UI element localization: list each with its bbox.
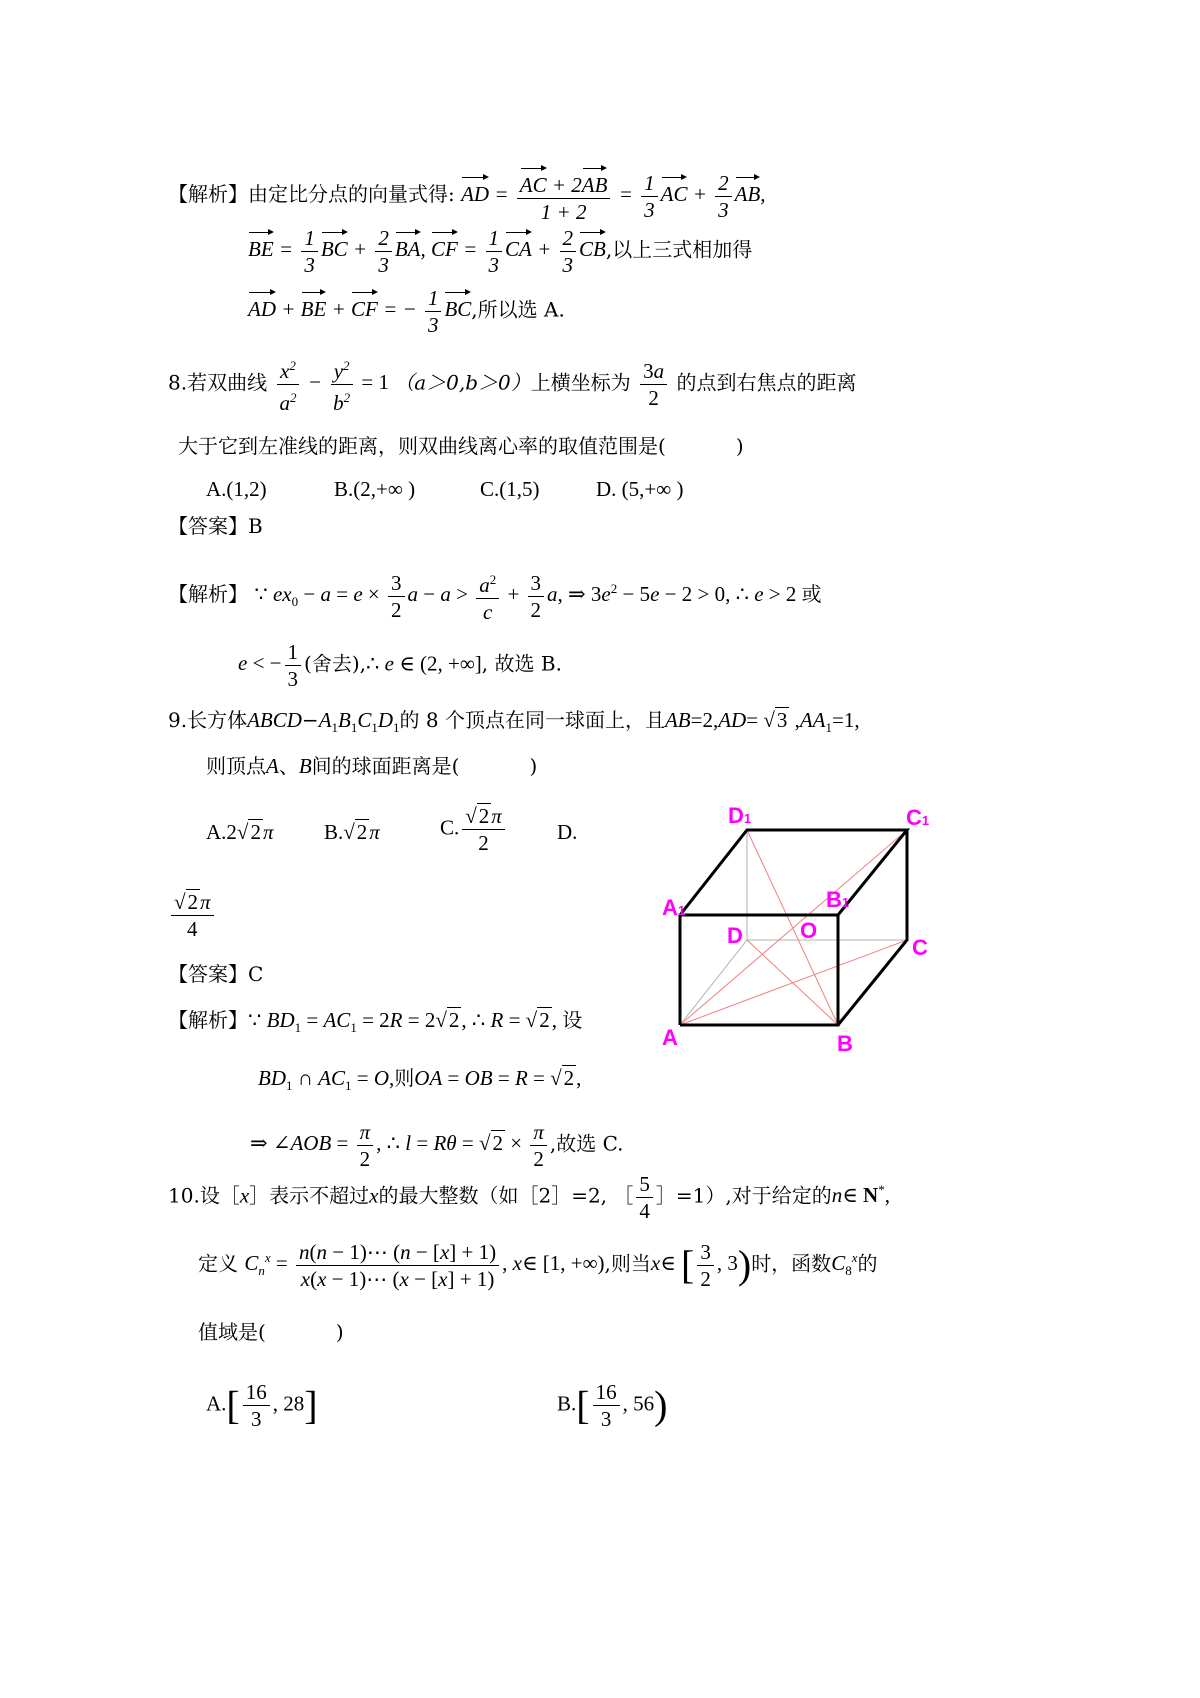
q10-line3 (198, 1320, 344, 1344)
question-text: （a＞0,b＞0） (394, 370, 531, 395)
solution-text: 则 (394, 1066, 415, 1090)
question-text: ］表示不超过 (249, 1183, 370, 1208)
formula: $\frac{x^2}{a^2}$ − $\frac{y^2}{b^2}$ = 1 (273, 370, 394, 394)
question-text: 设［ (199, 1183, 240, 1208)
question-number: 10. (168, 1183, 200, 1208)
cuboid-figure (650, 795, 950, 1065)
formula: AD + BE + CF = − $\frac{1}{3}$ BC (248, 286, 472, 337)
label-c: C (912, 935, 928, 960)
solution-text: 或 (801, 581, 822, 606)
answer-tag: 【答案】 (168, 962, 248, 986)
formula: $A_1B_1C_1D_1$ (318, 708, 400, 736)
question-text: 的最大整数（如［2］=2, ［ (378, 1183, 634, 1208)
q9-solution-line3 (250, 1120, 624, 1171)
question-text: 长方体 (187, 708, 248, 732)
solution-text: , 故选 B. (481, 651, 562, 676)
question-text: 则顶点 (206, 754, 266, 778)
visible-edges-top (680, 830, 907, 915)
solution-text: ,以上三式相加得 (605, 237, 753, 262)
label-d: D (727, 923, 743, 948)
q8-answer (168, 514, 263, 538)
formula: $\frac{3a}{2}$ (637, 370, 670, 394)
option-label: B. (324, 820, 344, 844)
question-text: ］=1）,对于给定的 (655, 1183, 832, 1208)
formula: n∈ N*, (831, 1182, 890, 1208)
formula: B (298, 754, 312, 778)
q9-option-c: C. $\frac{√2\pi}{2}$ (440, 804, 508, 855)
formula: AD = $\frac{AC + 2AB}{1 + 2}$ = $\frac{1}{3}$ AC + $\frac{2}{3}$ AB, (461, 182, 765, 206)
question-text: 时，函数 (751, 1251, 832, 1276)
solution7-line2 (248, 226, 752, 277)
formula: A (266, 754, 279, 778)
formula: $BD_1$ ∩ $AC_1 = O$, (258, 1066, 395, 1094)
formula: e < − $\frac{1}{3}$ (238, 651, 304, 675)
answer-value: C (248, 962, 264, 986)
solution-tag: 【解析】 (168, 1008, 248, 1032)
q9-option-a: A.2√2π (206, 820, 274, 844)
q8-option-a: A.(1,2) (206, 477, 267, 501)
question-text: 定义 (198, 1251, 238, 1276)
formula: $C_8^x$ (831, 1250, 858, 1279)
q9-line1: 9.长方体$ABCD-A_1B_1C_1D_1$的 8 个顶点在同一球面上，且AB=2,AD= √3 $,AA_1=1$, (168, 708, 860, 736)
solution-tag: 【解析】 (168, 581, 248, 606)
question-text: ,则当 (604, 1251, 651, 1276)
solution-tag: 【解析】 (168, 181, 248, 206)
solution7-line3 (248, 286, 565, 337)
q9-solution-line2 (258, 1066, 581, 1098)
answer-tag: 【答案】 (168, 514, 248, 538)
q10-option-a: A.[ $\frac{16}{3}$ , 28] (206, 1380, 318, 1431)
option-label: B. (557, 1391, 577, 1416)
q10-line1 (168, 1172, 890, 1223)
solution-lead: 由定比分点的向量式得: (248, 181, 455, 206)
q8-solution-line2 (238, 640, 562, 691)
formula: OA = OB = R = √2, (414, 1066, 582, 1090)
option-label: A. (206, 820, 227, 844)
diagonal-bd (747, 940, 838, 1025)
label-c1: C1 (906, 805, 930, 830)
q8-option-d: D. (5,+∞ ) (596, 477, 684, 501)
label-b1: B1 (826, 887, 850, 912)
q10-option-b: B.[ $\frac{16}{3}$ , 56) (557, 1380, 668, 1431)
formula: AB=2,AD= √3 $,AA_1=1$, (664, 708, 860, 736)
q9-answer (168, 962, 263, 986)
formula: x (239, 1183, 250, 1208)
q8-option-c: C.(1,5) (480, 477, 540, 501)
formula: ABCD (247, 708, 302, 732)
label-a1: A1 (662, 895, 686, 920)
question-number: 8. (168, 370, 188, 395)
option-label: A. (206, 1391, 227, 1416)
question-text: 上横坐标为 (530, 370, 631, 395)
question-text: ) (529, 754, 538, 778)
formula: ∴ e ∈ (2, +∞] (365, 651, 482, 676)
q8-option-b: B.(2,+∞ ) (334, 477, 416, 501)
question-text: 若双曲线 (187, 370, 268, 395)
question-text: ) (335, 1320, 344, 1344)
q8-line1 (168, 354, 856, 415)
solution-text: ,所以选 A. (471, 297, 565, 322)
option-label: C. (440, 815, 460, 840)
question-number: 9. (168, 708, 188, 732)
formula: ⇒ ∠AOB = $\frac{\pi}{2}$ , ∴ l = Rθ = √2 × $\frac{\pi}{2}$ (250, 1131, 550, 1155)
question-text: 间的球面距离是( (311, 754, 460, 778)
q9-line2: 则顶点A、B间的球面距离是( ) (206, 754, 538, 778)
solution-text: 设 (562, 1008, 583, 1032)
diagonal-ac1 (680, 830, 907, 1025)
formula: x (369, 1183, 379, 1208)
question-text: 的点到右焦点的距离 (676, 370, 857, 395)
solution-text: (舍去), (304, 651, 366, 676)
question-text: 的 (857, 1251, 878, 1276)
q9-option-b: B.√2π (324, 820, 380, 844)
label-a: A (662, 1025, 678, 1050)
formula: ∵ $ex_0 - a = e$ × $\frac{3}{2}$ a − a > $\frac{a^2}{c}$ + $\frac{3}{2}$ a, ⇒ $3e^2 - 5e - 2 > 0$, ∴ e > 2 (254, 582, 801, 606)
answer-value: B (248, 514, 263, 538)
formula: $C_n^x$ = $\frac{n(n - 1)\cdots (n - [x] + 1)}{x(x - 1)\cdots (x - [x] + 1)}$ , x∈ [1, +∞) (244, 1240, 605, 1291)
question-text: ) (735, 434, 744, 458)
q8-solution-line1 (168, 568, 822, 624)
formula: ∵ $BD_1 = AC_1 = 2R = 2√2$, ∴ R = √2, (248, 1008, 563, 1036)
solution7-line1 (168, 168, 766, 224)
question-text: 大于它到左准线的距离，则双曲线离心率的取值范围是( (178, 434, 666, 458)
formula: BE = $\frac{1}{3}$ BC + $\frac{2}{3}$ BA, CF = $\frac{1}{3}$ CA + $\frac{2}{3}$ CB (248, 226, 606, 277)
q10-line2 (198, 1240, 877, 1291)
q8-line2 (178, 434, 744, 458)
q9-solution-line1 (168, 1008, 582, 1040)
question-text: 值域是( (198, 1320, 266, 1344)
q9-option-d-value: $\frac{√2\pi}{4}$ (168, 890, 217, 941)
label-d1: D1 (728, 803, 752, 828)
solution-text: ,故选 C. (549, 1131, 624, 1156)
label-b: B (837, 1031, 853, 1056)
question-text: 的 8 个顶点在同一球面上，且 (399, 708, 665, 732)
formula: $\frac{5}{4}$ (633, 1183, 656, 1207)
label-o: O (800, 918, 818, 943)
formula: x∈ [ $\frac{3}{2}$ , 3) (650, 1240, 752, 1291)
diagonal-bd1 (747, 830, 838, 1025)
option-label: D. (557, 820, 578, 844)
q9-option-d (557, 820, 577, 844)
